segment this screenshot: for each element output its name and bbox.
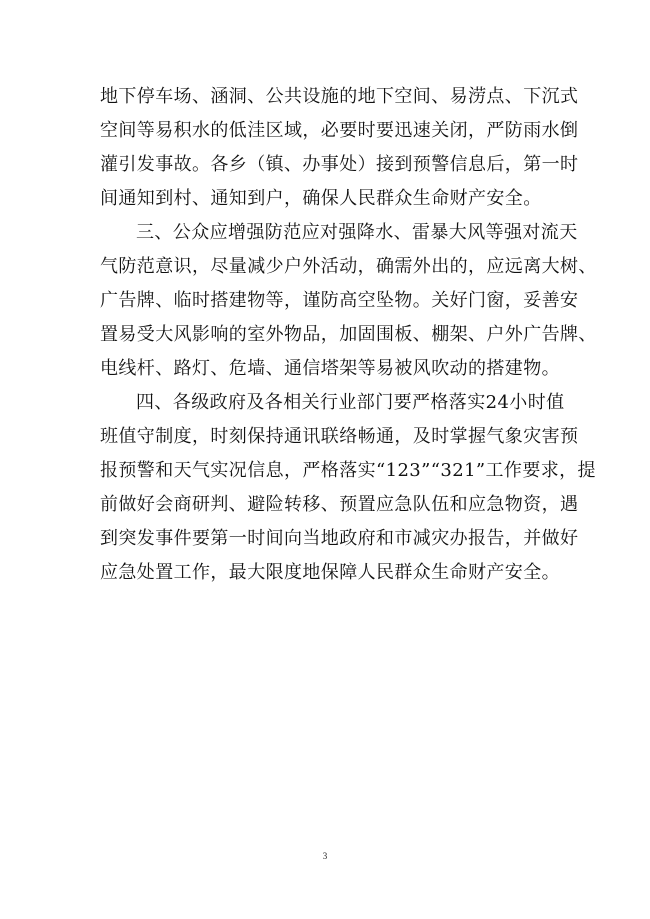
paragraph-2-line-2: 气防范意识，尽量减少户外活动，确需外出的，应远离大树、 [100,256,597,277]
paragraph-3-line-2: 班值守制度，时刻保持通讯联络畅通，及时掌握气象灾害预 [100,426,579,447]
paragraph-3-line-3: 报预警和天气实况信息，严格落实“123”“321”工作要求，提 [100,460,596,481]
paragraph-3-line-4: 前做好会商研判、避险转移、预置应急队伍和应急物资，遇 [100,494,579,515]
paragraph-1-line-3: 灌引发事故。各乡（镇、办事处）接到预警信息后，第一时 [100,154,579,175]
paragraph-3-line-5: 到突发事件要第一时间向当地政府和市减灾办报告，并做好 [100,528,579,549]
page-number: 3 [322,851,328,861]
paragraph-2-line-1: 三、公众应增强防范应对强降水、雷暴大风等强对流天 [136,222,578,243]
paragraph-1-line-4: 间通知到村、通知到户，确保人民群众生命财产安全。 [100,188,542,209]
document-body [100,80,597,590]
paragraph-1-line-1: 地下停车场、涵洞、公共设施的地下空间、易涝点、下沉式 [100,86,579,107]
paragraph-3-line-1: 四、各级政府及各相关行业部门要严格落实24小时值 [136,392,565,413]
paragraph-2-line-3: 广告牌、临时搭建物等，谨防高空坠物。关好门窗，妥善安 [100,290,579,311]
paragraph-1-line-2: 空间等易积水的低洼区域，必要时要迅速关闭，严防雨水倒 [100,120,579,141]
paragraph-2-line-4: 置易受大风影响的室外物品，加固围板、棚架、户外广告牌、 [100,324,597,345]
paragraph-3-line-6: 应急处置工作，最大限度地保障人民群众生命财产安全。 [100,562,560,583]
paragraph-2-line-5: 电线杆、路灯、危墙、通信塔架等易被风吹动的搭建物。 [100,358,560,379]
